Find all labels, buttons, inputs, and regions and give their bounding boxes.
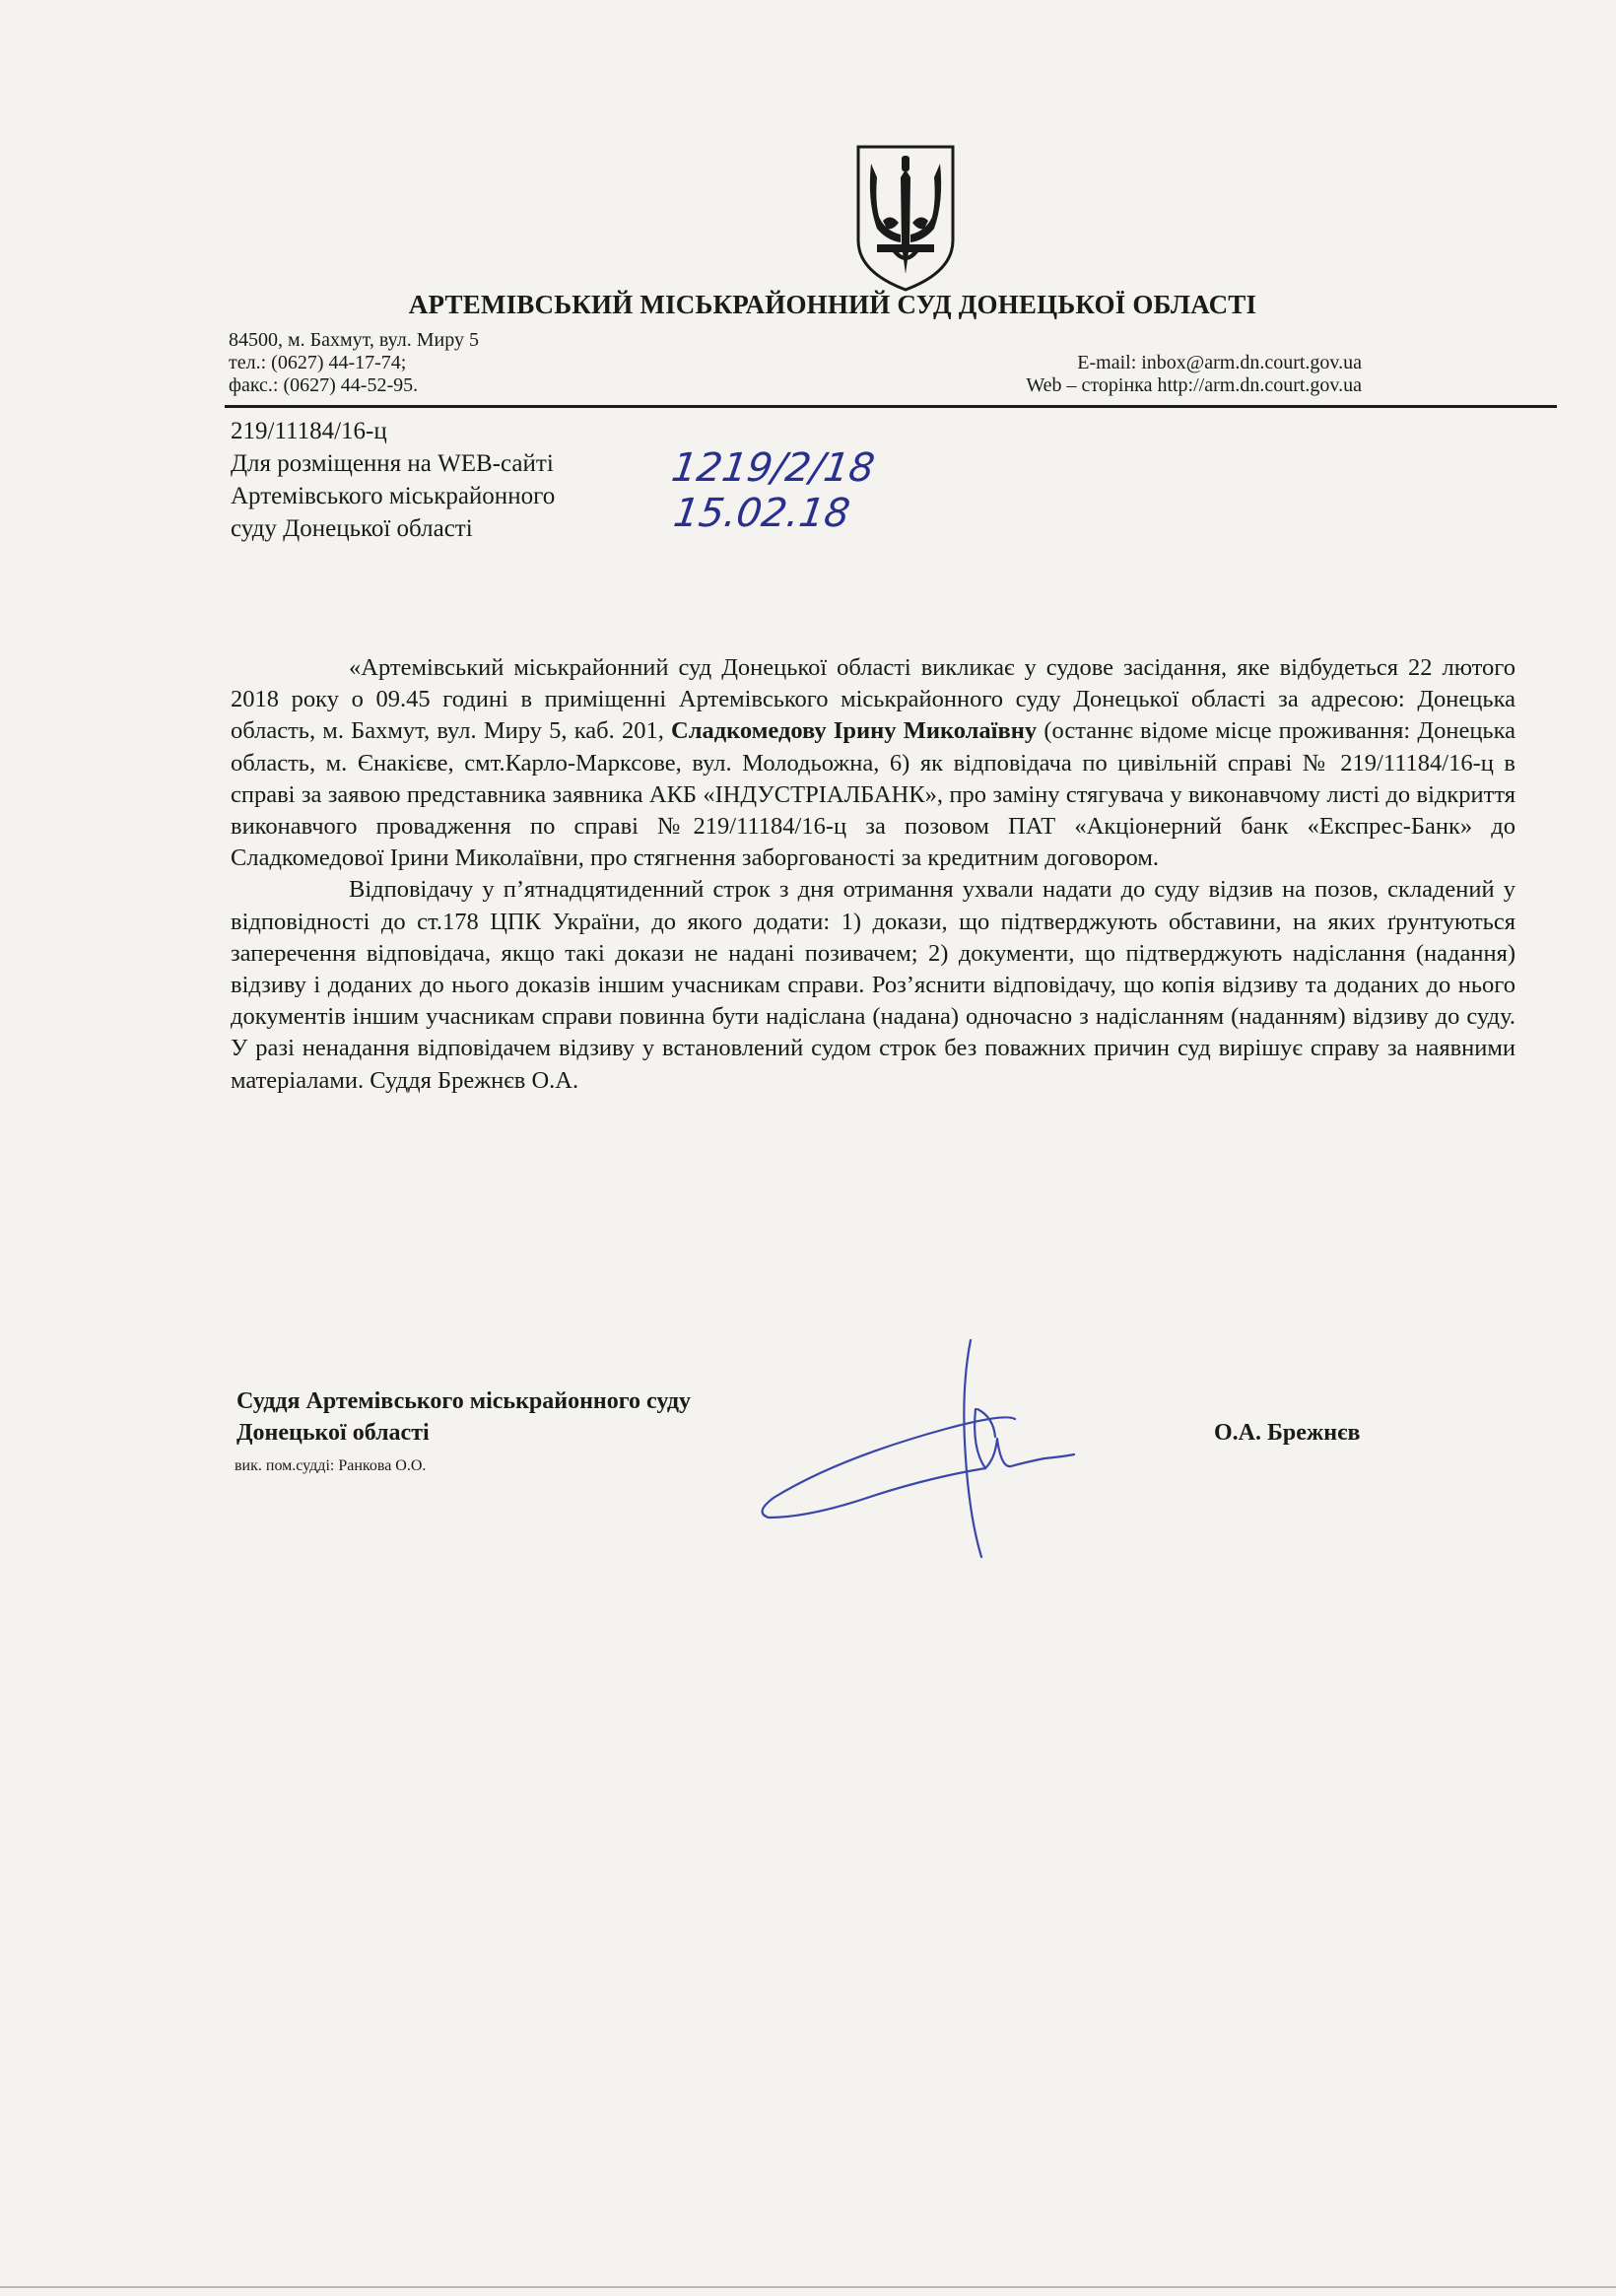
- purpose-line: Для розміщення на WEB-сайті: [231, 450, 554, 477]
- body-paragraph-summons: «Артемівський міськрайонний суд Донецької області викликає у судове засідання, яке відбудеться 22 лютого 2018 року о 09.45 годині в приміщенні Артемівського міськрайонного суду Донецької області за адресою: Донецька область, м. Бахмут, вул. Миру 5, каб. 201, Сладкомедову Ірину Миколаївну (останнє відоме місце проживання: Донецька область, м. Єнакієве, смт.Карло-Марксове, вул. Молодьожна, 6) як відповідача по цивільній справі № 219/11184/16-ц в справі за заявою представника заявника АКБ «ІНДУСТРІАЛБАНК», про заміну стягувача у виконавчому листі до відкриття виконавчого провадження по справі №219/11184/16-ц за позовом ПАТ «Акціонерний банк «Експрес-Банк» до Сладкомедової Ірини Миколаївни, про стягнення заборгованості за кредитним договором.: [231, 654, 1516, 872]
- defendant-name: Сладкомедову Ірину Миколаївну: [671, 717, 1038, 745]
- case-number: 219/11184/16-ц: [231, 418, 387, 444]
- document-meta: [231, 415, 555, 545]
- court-name: АРТЕМІВСЬКИЙ МІСЬКРАЙОННИЙ СУД ДОНЕЦЬКОЇ ОБЛАСТІ: [408, 290, 1257, 319]
- signature-title: [236, 1385, 691, 1449]
- purpose-line: Артемівського міськрайонного: [231, 483, 556, 509]
- body-paragraph-instructions: Відповідачу у п’ятнадцятиденний строк з дня отримання ухвали надати до суду відзив на позов, складений у відповідності до ст.178 ЦПК України, до якого додати: 1) докази, що підтверджують обставини, на яких ґрунтуються заперечення відповідача, якщо такі докази не надані позивачем; 2) документи, що підтверджують надіслання (надання) відзиву і доданих до нього доказів іншим учасникам справи. Роз’яснити відповідачу, що копія відзиву та доданих до нього документів іншим учасникам справи повинна бути надіслана (надана) одночасно з надісланням (наданням) відзиву до суду. У разі ненадання відповідачем відзиву у встановлений судом строк без поважних причин суд вирішує справу за наявними матеріалами. Суддя Брежнєв О.А.: [231, 876, 1515, 1094]
- document-body: [231, 652, 1515, 1097]
- court-address: 84500, м. Бахмут, вул. Миру 5: [229, 329, 479, 351]
- court-phone: тел.: (0627) 44-17-74;: [229, 352, 407, 373]
- header-divider: [225, 405, 1557, 408]
- court-fax: факс.: (0627) 44-52-95.: [229, 374, 419, 396]
- trident-coat-of-arms-icon: [853, 142, 958, 294]
- court-email: E-mail: inbox@arm.dn.court.gov.ua: [1077, 352, 1362, 373]
- judge-region: Донецької області: [236, 1420, 430, 1446]
- handwritten-registration-number: 1219/2/18: [668, 445, 878, 491]
- purpose-line: суду Донецької області: [231, 515, 473, 542]
- assistant-note: вик. пом.судді: Ранкова О.О.: [235, 1457, 427, 1474]
- judge-title: Суддя Артемівського міськрайонного суду: [236, 1388, 692, 1414]
- contact-block-left: [229, 329, 479, 397]
- scan-edge-line: [0, 2286, 1616, 2288]
- contact-block-right: [887, 352, 1362, 397]
- court-website: Web – сторінка http://arm.dn.court.gov.ua: [1026, 374, 1362, 396]
- handwritten-signature: [749, 1311, 1123, 1587]
- handwritten-registration-date: 15.02.18: [670, 491, 853, 536]
- judge-name: О.А. Брежнєв: [1214, 1420, 1361, 1446]
